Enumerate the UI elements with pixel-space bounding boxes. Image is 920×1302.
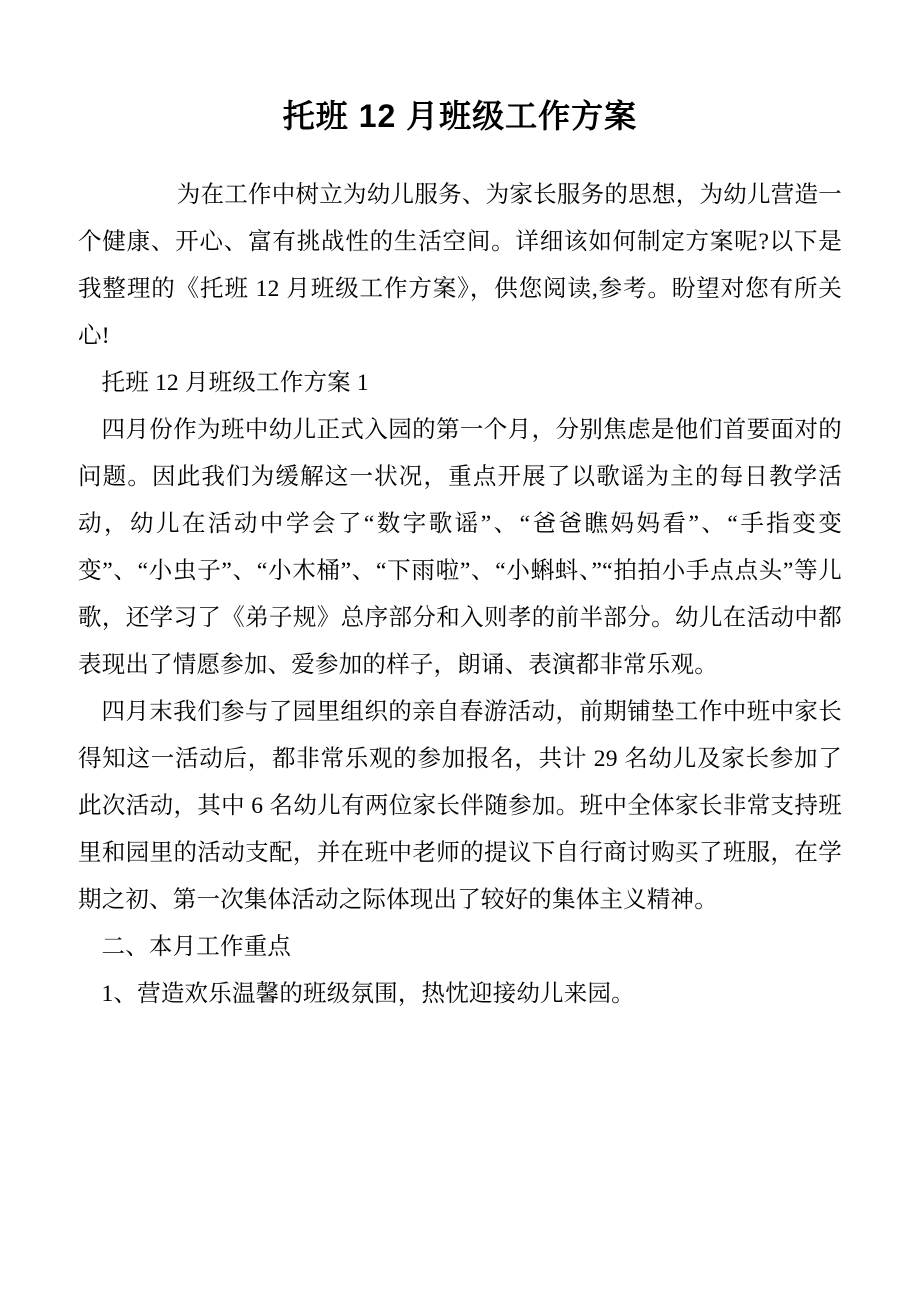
section-heading-2: 二、本月工作重点 [101, 933, 292, 960]
paragraph-body-1: 四月份作为班中幼儿正式入园的第一个月，分别焦虑是他们首要面对的问题。因此我们为缓解这一状况，重点开展了以歌谣为主的每日教学活动，幼儿在活动中学会了“数字歌谣”、“爸爸瞧妈妈看”、“手指变变变”、“小虫子”、“小木桶”、“下雨啦”、“小蝌蚪、”“拍拍小手点点头”等儿歌，还学习了《弟子规》总序部分和入则孝的前半部分。幼儿在活动中都表现出了情愿参加、爱参加的样子，朗诵、表演都非常乐观。 [78, 416, 842, 678]
list-item-1: 1、营造欢乐温馨的班级氛围，热忱迎接幼儿来园。 [101, 980, 635, 1007]
paragraph-body-2: 四月末我们参与了园里组织的亲自春游活动，前期铺垫工作中班中家长得知这一活动后，都非常乐观的参加报名，共计 29 名幼儿及家长参加了此次活动，其中 6 名幼儿有两位家长伴随参加。班中全体家长非常支持班里和园里的活动支配，并在班中老师的提议下自行商讨购买了班服，在学期之初、第一次集体活动之际体现出了较好的集体主义精神。 [78, 698, 842, 913]
paragraph-intro: 为在工作中树立为幼儿服务、为家长服务的思想，为幼儿营造一个健康、开心、富有挑战性的生活空间。详细该如何制定方案呢?以下是我整理的《托班 12 月班级工作方案》，供您阅读,参考。盼望对您有所关心! [78, 181, 842, 349]
page-title: 托班 12 月班级工作方案 [282, 98, 638, 134]
section-heading-1: 托班 12 月班级工作方案 1 [101, 369, 369, 396]
